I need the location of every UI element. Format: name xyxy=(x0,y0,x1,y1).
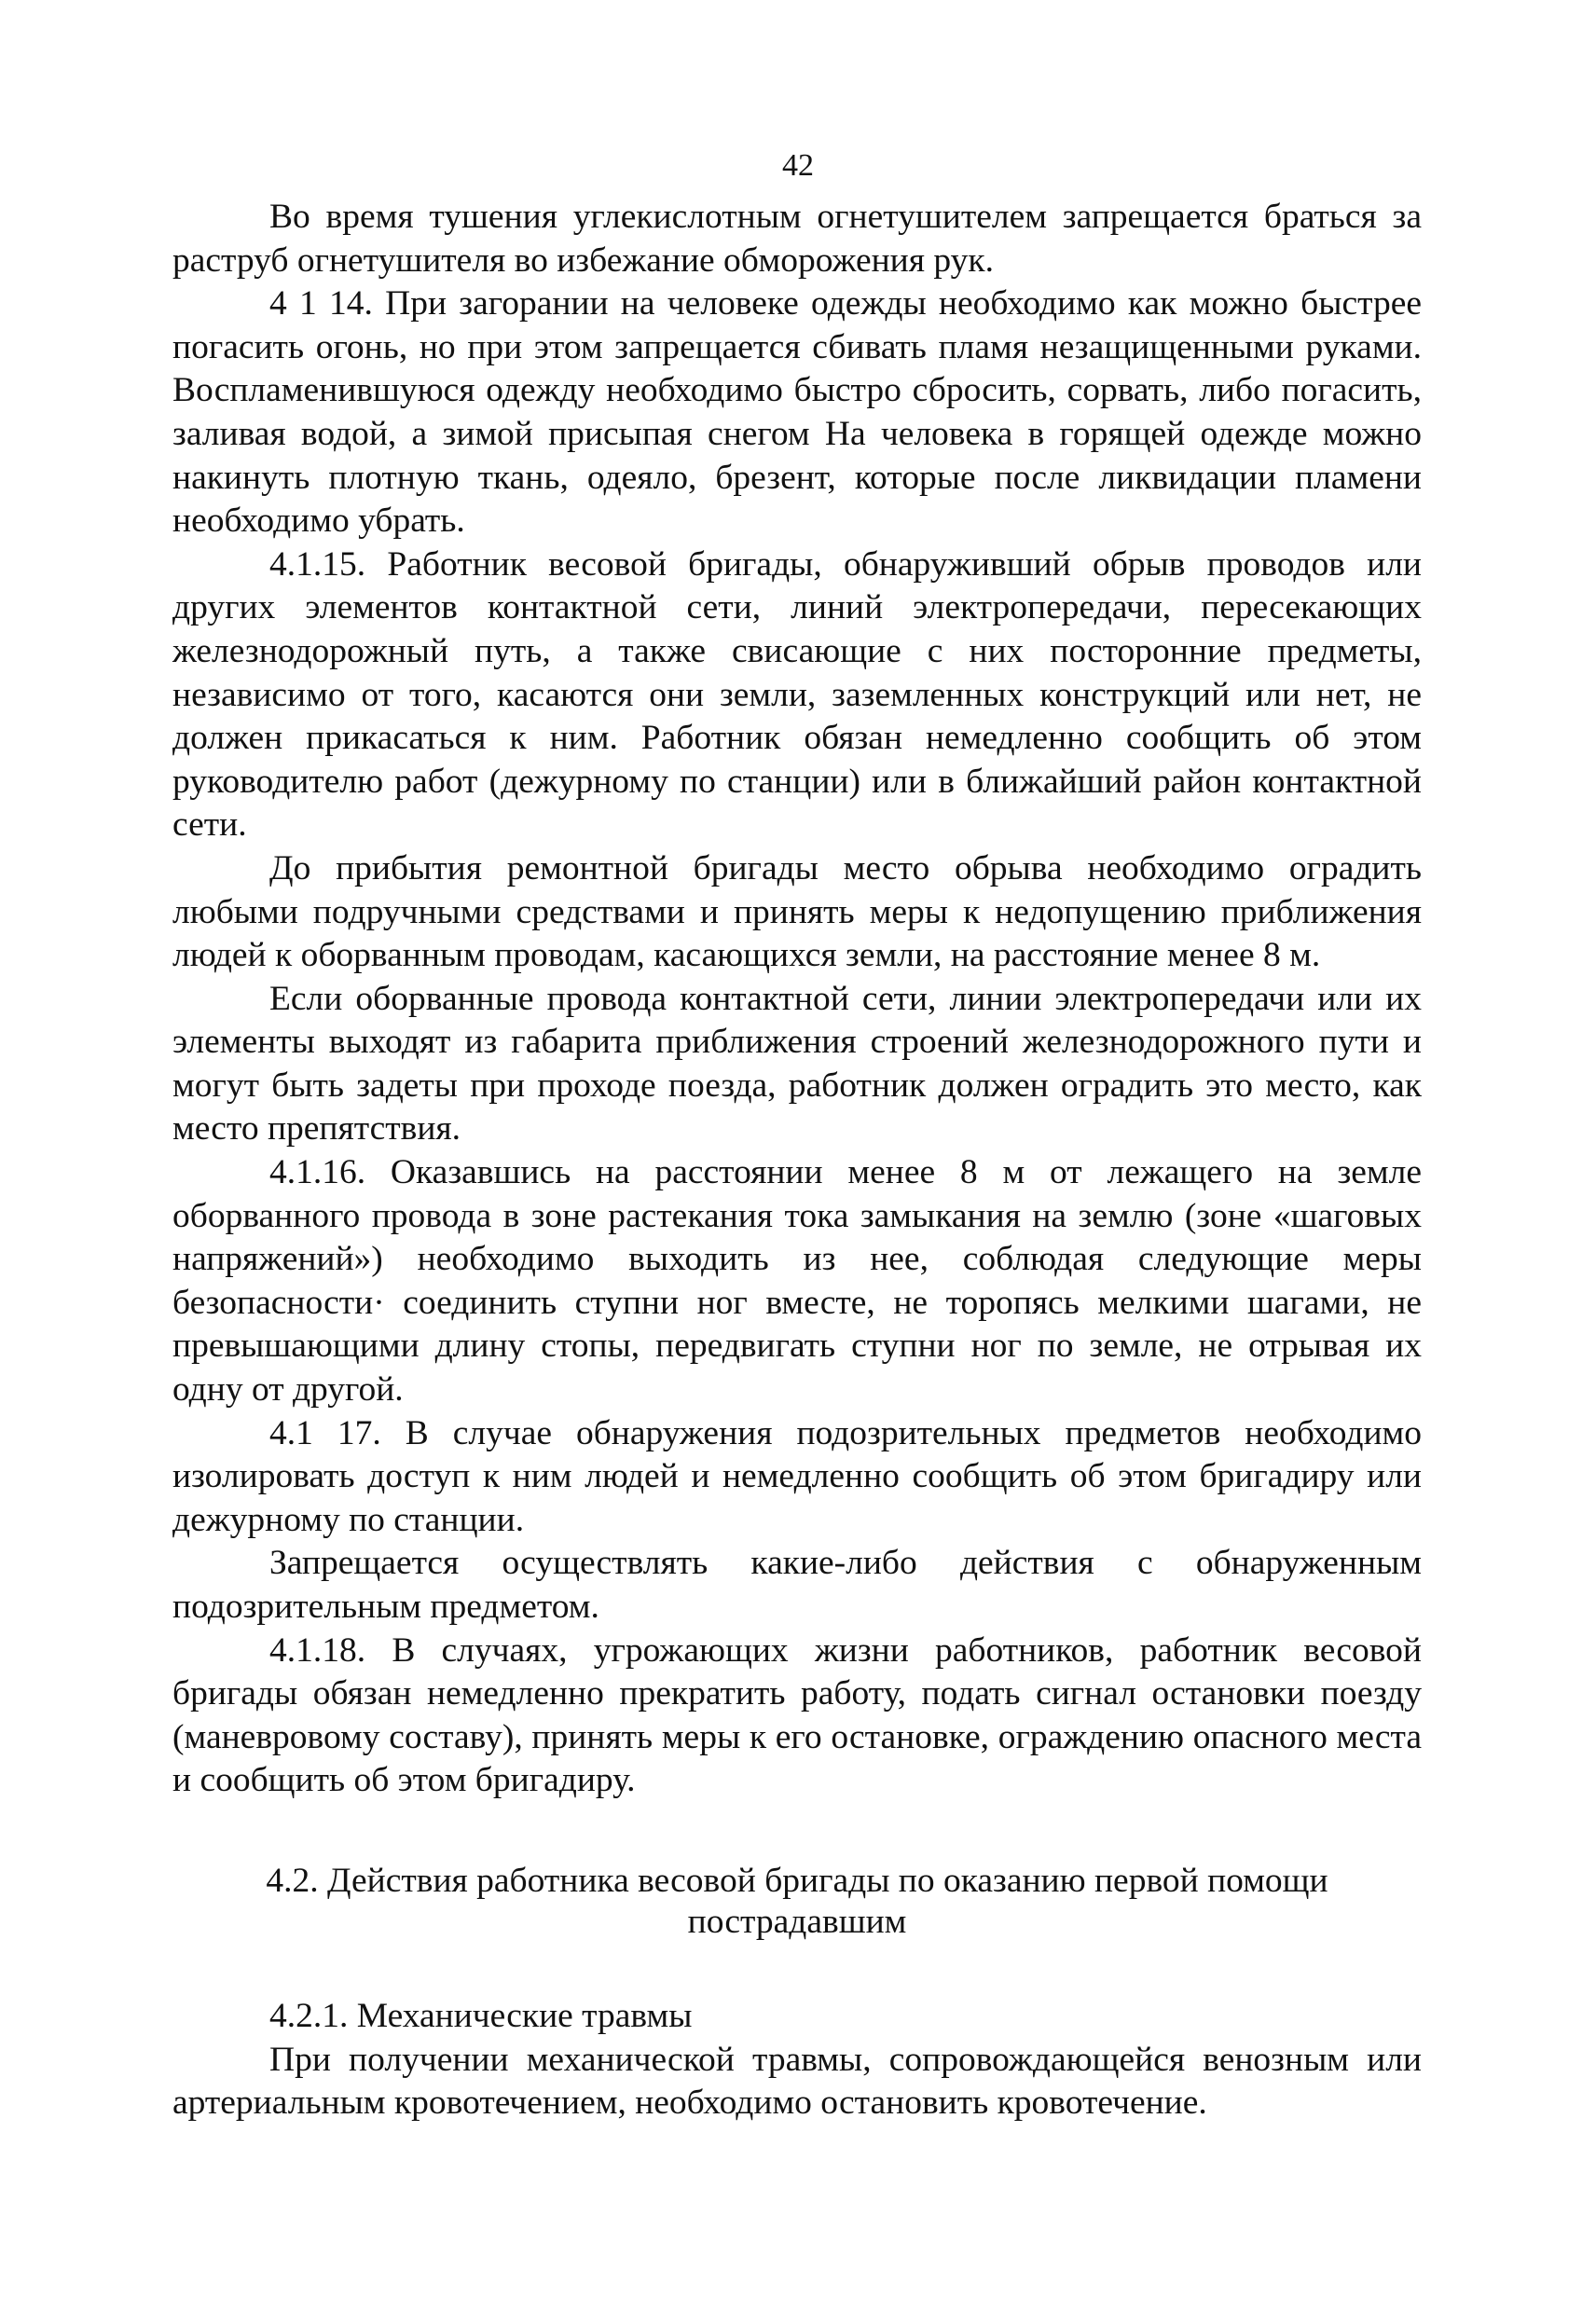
document-body xyxy=(172,196,1422,2125)
paragraph-4-1-17: 4.1 17. В случае обнаружения подозрительных предметов необходимо изолировать доступ к ним людей и немедленно сообщить об этом бригадиру или дежурному по станции. xyxy=(172,1413,1422,1539)
paragraph-repair-crew: До прибытия ремонтной бригады место обрыва необходимо оградить любыми подручными средствами и принять меры к недопущению приближения людей к оборванным проводам, касающихся земли, на расстояние менее 8 м. xyxy=(172,848,1422,975)
paragraph-4-1-14: 4 1 14. При загорании на человеке одежды необходимо как можно быстрее погасить огонь, но при этом запрещается сбивать пламя незащищенными руками. Воспламенившуюся одежду необходимо быстро сбросить, сорвать, либо погасить, заливая водой, а зимой присыпая снегом На человека в горящей одежде можно накинуть плотную ткань, одеяло, брезент, которые после ликвидации пламени необходимо убрать. xyxy=(172,284,1422,541)
paragraph-4-1-16: 4.1.16. Оказавшись на расстоянии менее 8 м от лежащего на земле оборванного провода в зоне растекания тока замыкания на землю (зоне «шаговых напряжений») необходимо выходить из нее, соблюдая следующие меры безопасности· соединить ступни ног вместе, не торопясь мелкими шагами, не превышающими длину стопы, передвигать ступни ног по земле, не отрывая их одну от другой. xyxy=(172,1153,1422,1410)
paragraph-extinguisher-warning: Во время тушения углекислотным огнетушителем запрещается браться за раструб огнетушителя во избежание обморожения рук. xyxy=(172,198,1422,280)
paragraph-broken-wires: Если оборванные провода контактной сети, линии электропередачи или их элементы выходят из габарита приближения строений железнодорожного пути и могут быть задеты при проходе поезда, работник должен оградить это место, как место препятствия. xyxy=(172,979,1422,1149)
paragraph-4-1-15: 4.1.15. Работник весовой бригады, обнаруживший обрыв проводов или других элементов контактной сети, линий электропередачи, пересекающих железнодорожный путь, а также свисающие с них посторонние предметы, независимо от того, касаются они земли, заземленных конструкций или нет, не должен прикасаться к ним. Работник обязан немедленно сообщить об этом руководителю работ (дежурному по станции) или в ближайший район контактной сети. xyxy=(172,544,1422,845)
page-number: 42 xyxy=(782,148,814,183)
section-heading-line-2: пострадавшим xyxy=(687,1902,907,1941)
section-heading-line-1: 4.2. Действия работника весовой бригады по оказанию первой помощи xyxy=(266,1861,1328,1900)
section-heading-4-2 xyxy=(172,1861,1422,1943)
subsection-heading-4-2-1: 4.2.1. Механические травмы xyxy=(269,1996,693,2035)
paragraph-mechanical-trauma: При получении механической травмы, сопровождающейся венозным или артериальным кровотечением, необходимо остановить кровотечение. xyxy=(172,2040,1422,2123)
paragraph-4-1-18: 4.1.18. В случаях, угрожающих жизни работников, работник весовой бригады обязан немедленно прекратить работу, подать сигнал остановки поезду (маневровому составу), принять меры к его остановке, ограждению опасного места и сообщить об этом бригадиру. xyxy=(172,1630,1422,1800)
paragraph-suspicious-objects: Запрещается осуществлять какие-либо действия с обнаруженным подозрительным предметом. xyxy=(172,1544,1422,1626)
